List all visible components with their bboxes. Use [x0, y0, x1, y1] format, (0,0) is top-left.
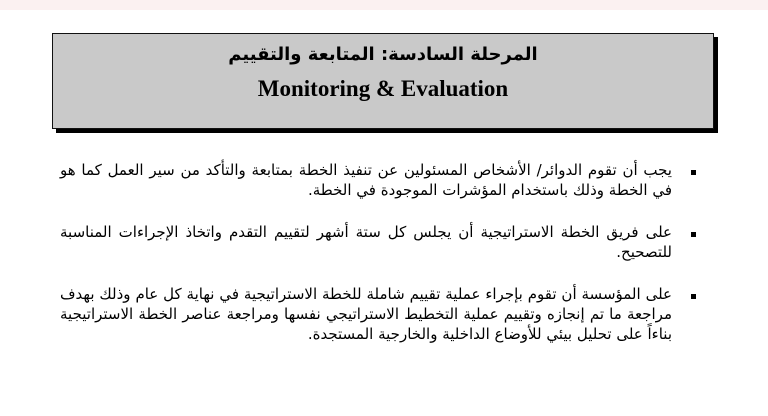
bullet-list [60, 160, 700, 366]
section-title-arabic: المرحلة السادسة: المتابعة والتقييم [228, 44, 538, 65]
bullet-square-icon [691, 232, 696, 237]
bullet-item [60, 160, 700, 200]
bullet-item [60, 222, 700, 262]
bullet-square-icon [691, 170, 696, 175]
section-title-english: Monitoring & Evaluation [257, 76, 509, 101]
section-title-box [52, 33, 714, 129]
top-strip [0, 0, 768, 10]
bullet-item [60, 284, 700, 344]
bullet-square-icon [691, 294, 696, 299]
bullet-text: يجب أن تقوم الدوائر/ الأشخاص المسئولين عن تنفيذ الخطة بمتابعة والتأكد من سير العمل كما هو في الخطة وذلك باستخدام المؤشرات الموجودة في الخطة. [60, 161, 672, 199]
bullet-text: على المؤسسة أن تقوم بإجراء عملية تقييم شاملة للخطة الاستراتيجية في نهاية كل عام وذلك بهدف مراجعة ما تم إنجازه وتقييم عملية التخطيط الاستراتيجي نفسها ومراجعة عناصر الخطة الاستراتيجية بناءاً على تحليل بيئي للأوضاع الداخلية والخارجية المستجدة. [60, 285, 672, 343]
bullet-text: على فريق الخطة الاستراتيجية أن يجلس كل ستة أشهر لتقييم التقدم واتخاذ الإجراءات المناسبة للتصحيح. [60, 223, 672, 261]
